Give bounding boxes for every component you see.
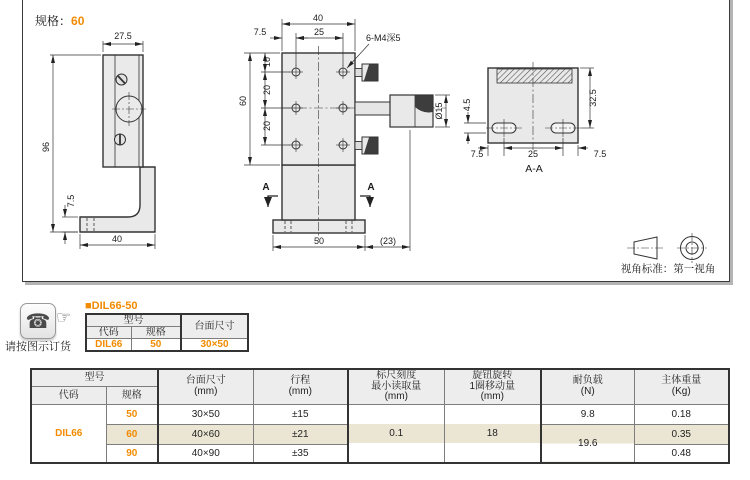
dim-front-table-len: 60 xyxy=(238,95,248,107)
dim-front-seg-top: 10 xyxy=(262,56,272,68)
phone-order-badge xyxy=(20,303,56,339)
front-view-drawing xyxy=(238,13,450,251)
clamp-knob-bottom xyxy=(355,137,378,154)
dim-section-right-off: 7.5 xyxy=(593,149,607,159)
thread-note: 6-M4深5 xyxy=(366,33,401,43)
dim-front-edge-offset: 7.5 xyxy=(253,27,267,37)
dim-front-top-width: 40 xyxy=(312,13,324,23)
dim-section-slot-h: 4.5 xyxy=(462,98,472,112)
col-scale-min: 标尺刻度 最小读取量 (mm) xyxy=(348,369,444,404)
travel-value: ±21 xyxy=(253,424,348,444)
spec-note-value: 60 xyxy=(71,14,85,28)
dim-side-base-height: 7.5 xyxy=(66,194,76,208)
order-col-size: 台面尺寸 xyxy=(181,314,248,339)
load-value: 19.6 xyxy=(541,424,634,463)
phone-icon: ☎ xyxy=(25,310,51,333)
code-value: DIL66 xyxy=(31,404,106,463)
spec-note-label: 规格： xyxy=(35,14,72,28)
col-model: 型号 xyxy=(31,369,158,386)
projection-note: 视角标准：第一视角 xyxy=(620,263,716,275)
dim-section-height: 32.5 xyxy=(588,89,598,107)
travel-value: ±35 xyxy=(253,444,348,463)
table-row xyxy=(86,314,248,327)
size-value: 30×50 xyxy=(158,404,253,424)
weight-value: 0.35 xyxy=(634,424,729,444)
order-spec-value: 50 xyxy=(131,339,181,352)
col-travel: 行程 (mm) xyxy=(253,369,348,404)
order-col-model: 型号 xyxy=(86,314,181,327)
dim-side-top-width: 27.5 xyxy=(114,31,132,41)
side-view-drawing xyxy=(41,31,155,249)
col-spec: 规格 xyxy=(106,386,158,404)
spec-value: 50 xyxy=(106,404,158,424)
travel-value: ±15 xyxy=(253,404,348,424)
order-caption: 请按图示订货 xyxy=(5,341,71,353)
col-size: 台面尺寸 (mm) xyxy=(158,369,253,404)
order-example-title: ■DIL66-50 xyxy=(85,300,138,315)
dim-section-left-off: 7.5 xyxy=(470,149,484,159)
col-knob-move: 旋钮旋转 1圈移动量 (mm) xyxy=(444,369,541,404)
knob-move-value: 18 xyxy=(444,404,541,463)
section-label: A-A xyxy=(525,163,543,175)
dim-front-seg-mid: 20 xyxy=(262,84,272,96)
col-load: 耐负载 (N) xyxy=(541,369,634,404)
order-col-spec: 规格 xyxy=(131,327,181,339)
load-value: 9.8 xyxy=(541,404,634,424)
table-row xyxy=(86,339,248,352)
dim-front-base-width: 50 xyxy=(313,236,325,246)
order-size-value: 30×50 xyxy=(181,339,248,352)
order-code-value: DIL66 xyxy=(86,339,131,352)
section-mark-right: A xyxy=(367,182,375,193)
dim-side-base-width: 40 xyxy=(111,234,123,244)
drive-knob xyxy=(355,95,433,127)
size-value: 40×60 xyxy=(158,424,253,444)
spec-value: 90 xyxy=(106,444,158,463)
section-view-drawing xyxy=(462,62,606,175)
projection-legend xyxy=(621,233,716,275)
spec-table xyxy=(30,368,730,464)
order-table xyxy=(85,313,249,352)
order-col-code: 代码 xyxy=(86,327,131,339)
col-weight: 主体重量 (Kg) xyxy=(634,369,729,404)
circle-view-icon xyxy=(677,233,707,263)
table-row-50 xyxy=(31,404,729,424)
dim-front-side-ext: (23) xyxy=(379,236,397,246)
dim-section-pitch: 25 xyxy=(527,149,539,159)
dim-knob-dia: Ø15 xyxy=(434,102,444,120)
dim-front-hole-pitch: 25 xyxy=(313,27,325,37)
dim-front-seg-bot: 20 xyxy=(262,120,272,132)
clamp-knob-top xyxy=(355,64,378,81)
scale-min-value: 0.1 xyxy=(348,404,444,463)
col-code: 代码 xyxy=(31,386,106,404)
table-header-row xyxy=(31,369,729,386)
pointing-hand-icon: ☞ xyxy=(56,308,72,327)
dim-side-height: 96 xyxy=(41,141,51,153)
weight-value: 0.18 xyxy=(634,404,729,424)
weight-value: 0.48 xyxy=(634,444,729,463)
spec-value: 60 xyxy=(106,424,158,444)
section-mark-left: A xyxy=(262,182,270,193)
size-value: 40×90 xyxy=(158,444,253,463)
